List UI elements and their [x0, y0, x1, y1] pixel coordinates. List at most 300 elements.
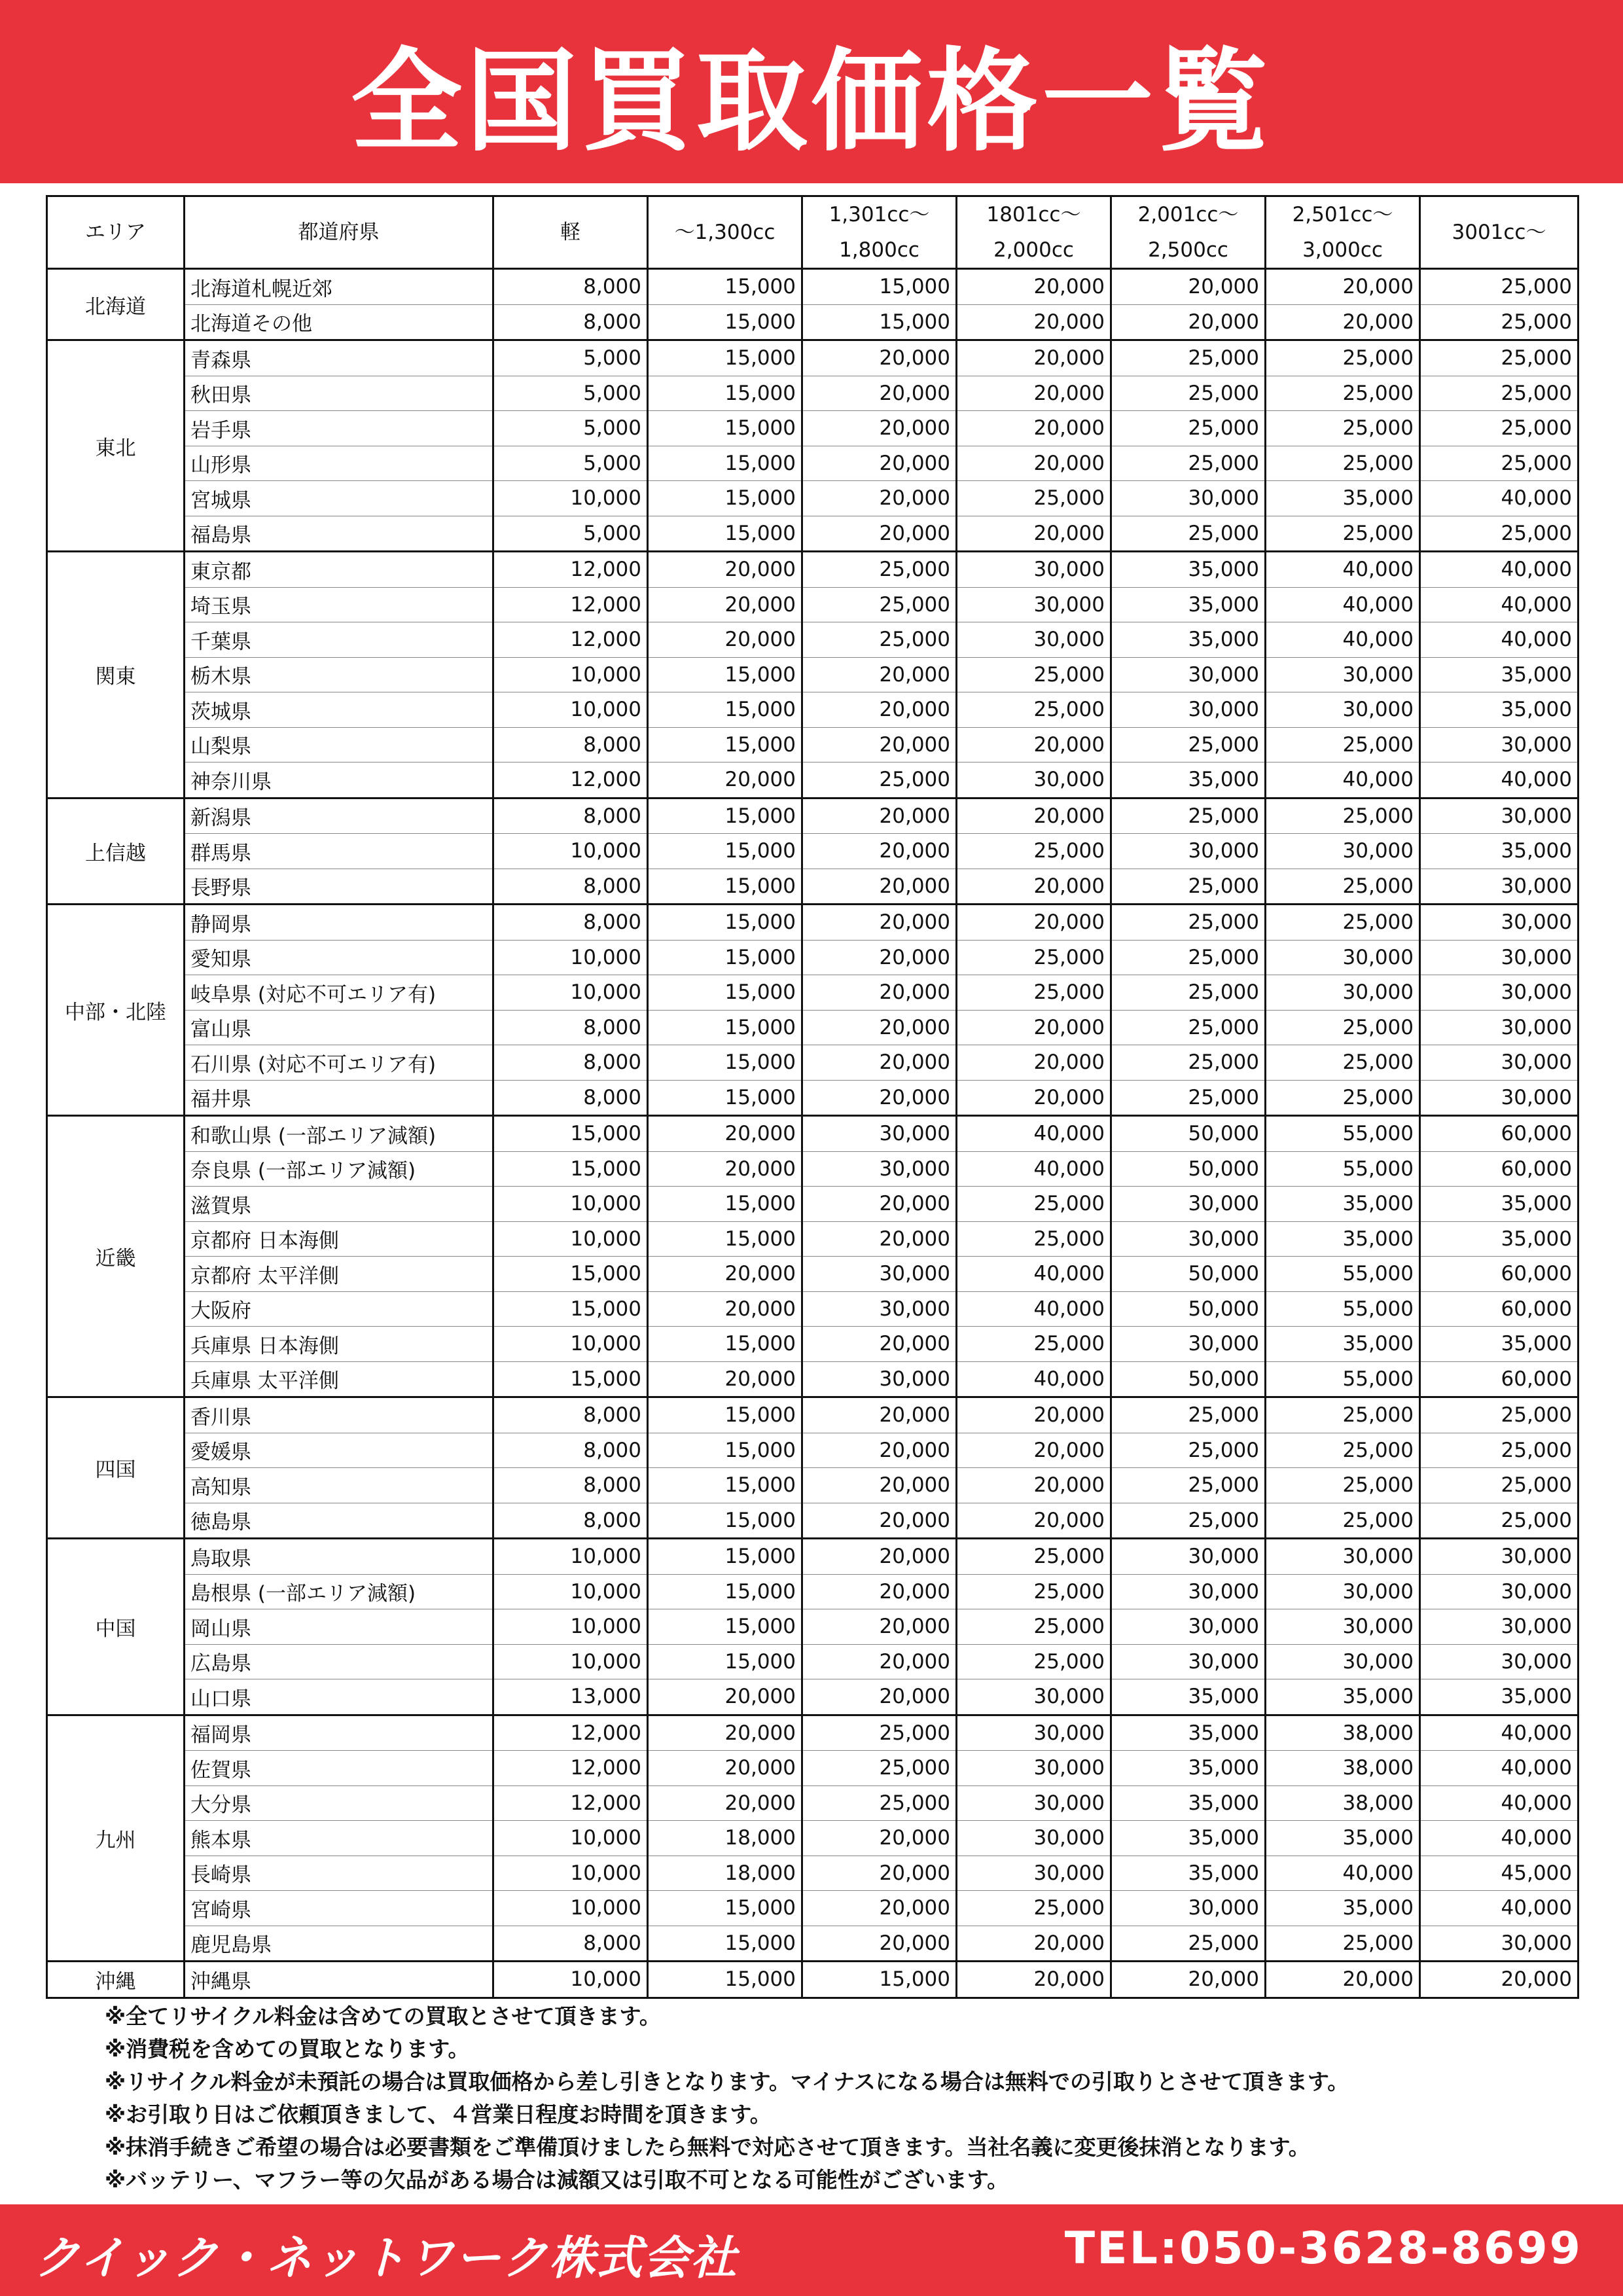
- prefecture-cell: 東京都: [185, 552, 493, 588]
- price-cell: 15,000: [648, 1644, 802, 1679]
- price-cell: 25,000: [1111, 727, 1266, 762]
- table-row: [47, 304, 1578, 340]
- prefecture-cell: 岡山県: [185, 1609, 493, 1645]
- note-line: ※バッテリー、マフラー等の欠品がある場合は減額又は引取不可となる可能性がございます。: [105, 2167, 1009, 2193]
- price-cell: 40,000: [1420, 481, 1578, 516]
- price-cell: 25,000: [1266, 1503, 1420, 1539]
- price-cell: 20,000: [648, 762, 802, 798]
- prefecture-cell: 秋田県: [185, 376, 493, 411]
- area-cell: 九州: [47, 1715, 185, 1962]
- price-cell: 15,000: [493, 1257, 648, 1292]
- price-cell: 20,000: [802, 1821, 957, 1856]
- price-cell: 25,000: [1266, 1010, 1420, 1045]
- price-cell: 15,000: [802, 304, 957, 340]
- price-cell: 25,000: [1111, 516, 1266, 552]
- price-cell: 35,000: [1420, 657, 1578, 692]
- price-cell: 25,000: [1420, 411, 1578, 446]
- price-cell: 25,000: [1266, 1045, 1420, 1081]
- price-cell: 30,000: [1266, 1539, 1420, 1575]
- price-cell: 30,000: [1420, 975, 1578, 1011]
- prefecture-cell: 長野県: [185, 869, 493, 905]
- prefecture-cell: 愛知県: [185, 940, 493, 975]
- prefecture-cell: 富山県: [185, 1010, 493, 1045]
- price-cell: 30,000: [957, 1785, 1111, 1821]
- price-cell: 8,000: [493, 304, 648, 340]
- price-cell: 20,000: [802, 1080, 957, 1116]
- column-header: 1,301cc～ 1,800cc: [802, 196, 957, 269]
- table-row: [47, 692, 1578, 728]
- price-cell: 20,000: [957, 411, 1111, 446]
- price-cell: 40,000: [1420, 762, 1578, 798]
- price-cell: 20,000: [802, 1539, 957, 1575]
- price-cell: 20,000: [957, 1045, 1111, 1081]
- price-cell: 35,000: [1266, 1891, 1420, 1926]
- price-cell: 30,000: [1111, 1644, 1266, 1679]
- price-cell: 20,000: [957, 304, 1111, 340]
- price-cell: 30,000: [957, 587, 1111, 622]
- price-cell: 15,000: [648, 975, 802, 1011]
- price-cell: 40,000: [1266, 587, 1420, 622]
- price-cell: 20,000: [802, 657, 957, 692]
- table-row: [47, 1397, 1578, 1433]
- table-row: [47, 1503, 1578, 1539]
- prefecture-cell: 香川県: [185, 1397, 493, 1433]
- price-cell: 15,000: [648, 1010, 802, 1045]
- column-header: 1801cc～ 2,000cc: [957, 196, 1111, 269]
- table-row: [47, 1151, 1578, 1187]
- table-row: [47, 1221, 1578, 1257]
- price-cell: 15,000: [648, 446, 802, 481]
- price-cell: 30,000: [957, 552, 1111, 588]
- price-cell: 30,000: [1266, 975, 1420, 1011]
- prefecture-cell: 滋賀県: [185, 1187, 493, 1222]
- table-row: [47, 798, 1578, 834]
- prefecture-cell: 新潟県: [185, 798, 493, 834]
- price-cell: 38,000: [1266, 1785, 1420, 1821]
- price-cell: 20,000: [1111, 304, 1266, 340]
- price-cell: 35,000: [1420, 1187, 1578, 1222]
- column-header: 軽: [493, 196, 648, 269]
- prefecture-cell: 京都府 太平洋側: [185, 1257, 493, 1292]
- price-cell: 20,000: [802, 516, 957, 552]
- price-cell: 20,000: [648, 1116, 802, 1152]
- price-cell: 30,000: [802, 1361, 957, 1397]
- prefecture-cell: 大阪府: [185, 1291, 493, 1327]
- price-cell: 30,000: [1111, 834, 1266, 869]
- area-cell: 東北: [47, 340, 185, 552]
- price-cell: 20,000: [957, 1010, 1111, 1045]
- prefecture-cell: 長崎県: [185, 1856, 493, 1891]
- price-cell: 30,000: [1420, 1539, 1578, 1575]
- prefecture-cell: 北海道その他: [185, 304, 493, 340]
- price-cell: 15,000: [648, 940, 802, 975]
- price-cell: 25,000: [1111, 1397, 1266, 1433]
- price-cell: 35,000: [1111, 1751, 1266, 1786]
- price-cell: 25,000: [1266, 516, 1420, 552]
- price-cell: 10,000: [493, 975, 648, 1011]
- price-cell: 20,000: [1266, 269, 1420, 305]
- price-cell: 20,000: [802, 692, 957, 728]
- area-cell: 北海道: [47, 269, 185, 340]
- table-row: [47, 587, 1578, 622]
- price-cell: 35,000: [1420, 1221, 1578, 1257]
- price-cell: 25,000: [957, 1327, 1111, 1362]
- price-cell: 30,000: [802, 1257, 957, 1292]
- price-cell: 20,000: [802, 869, 957, 905]
- table-row: [47, 552, 1578, 588]
- price-cell: 25,000: [1111, 869, 1266, 905]
- price-cell: 30,000: [1266, 1644, 1420, 1679]
- price-cell: 15,000: [648, 1503, 802, 1539]
- price-cell: 40,000: [1420, 1821, 1578, 1856]
- price-cell: 25,000: [1420, 446, 1578, 481]
- prefecture-cell: 宮崎県: [185, 1891, 493, 1926]
- price-cell: 10,000: [493, 481, 648, 516]
- price-cell: 30,000: [1420, 940, 1578, 975]
- table-row: [47, 869, 1578, 905]
- price-cell: 20,000: [802, 1609, 957, 1645]
- prefecture-cell: 青森県: [185, 340, 493, 376]
- price-cell: 60,000: [1420, 1361, 1578, 1397]
- price-cell: 55,000: [1266, 1361, 1420, 1397]
- price-cell: 25,000: [1111, 940, 1266, 975]
- page-title: 全国買取価格一覧: [350, 37, 1272, 167]
- price-cell: 20,000: [957, 1433, 1111, 1468]
- price-cell: 25,000: [802, 587, 957, 622]
- prefecture-cell: 神奈川県: [185, 762, 493, 798]
- prefecture-cell: 山梨県: [185, 727, 493, 762]
- price-cell: 20,000: [1266, 304, 1420, 340]
- price-cell: 15,000: [648, 516, 802, 552]
- price-cell: 25,000: [957, 975, 1111, 1011]
- price-cell: 10,000: [493, 940, 648, 975]
- table-row: [47, 340, 1578, 376]
- price-cell: 15,000: [648, 376, 802, 411]
- price-cell: 40,000: [1266, 622, 1420, 658]
- price-cell: 8,000: [493, 869, 648, 905]
- price-cell: 20,000: [802, 1574, 957, 1609]
- prefecture-cell: 兵庫県 太平洋側: [185, 1361, 493, 1397]
- price-cell: 30,000: [1266, 692, 1420, 728]
- price-cell: 20,000: [802, 834, 957, 869]
- price-cell: 20,000: [802, 376, 957, 411]
- price-cell: 20,000: [648, 1291, 802, 1327]
- price-cell: 20,000: [802, 1327, 957, 1362]
- price-cell: 20,000: [802, 340, 957, 376]
- prefecture-cell: 宮城県: [185, 481, 493, 516]
- column-header: 都道府県: [185, 196, 493, 269]
- table-row: [47, 1856, 1578, 1891]
- price-cell: 25,000: [957, 481, 1111, 516]
- price-cell: 25,000: [1111, 446, 1266, 481]
- price-cell: 40,000: [1266, 762, 1420, 798]
- price-cell: 25,000: [1266, 1397, 1420, 1433]
- price-cell: 30,000: [957, 1856, 1111, 1891]
- price-cell: 30,000: [1111, 1891, 1266, 1926]
- column-header: 2,001cc～ 2,500cc: [1111, 196, 1266, 269]
- price-cell: 25,000: [1111, 1045, 1266, 1081]
- price-cell: 12,000: [493, 552, 648, 588]
- price-cell: 10,000: [493, 1574, 648, 1609]
- price-cell: 40,000: [1266, 552, 1420, 588]
- price-cell: 35,000: [1420, 692, 1578, 728]
- area-cell: 上信越: [47, 798, 185, 905]
- price-cell: 30,000: [1111, 1539, 1266, 1575]
- price-cell: 25,000: [1266, 869, 1420, 905]
- price-cell: 15,000: [648, 1609, 802, 1645]
- price-cell: 20,000: [957, 1468, 1111, 1503]
- table-row: [47, 1045, 1578, 1081]
- price-cell: 30,000: [1111, 1609, 1266, 1645]
- price-cell: 20,000: [802, 1045, 957, 1081]
- price-cell: 25,000: [802, 1785, 957, 1821]
- price-cell: 25,000: [1266, 1433, 1420, 1468]
- price-cell: 60,000: [1420, 1116, 1578, 1152]
- price-cell: 15,000: [648, 304, 802, 340]
- price-cell: 45,000: [1420, 1856, 1578, 1891]
- price-cell: 30,000: [1111, 1574, 1266, 1609]
- table-header-row: [47, 196, 1578, 269]
- price-cell: 12,000: [493, 1751, 648, 1786]
- price-cell: 10,000: [493, 1539, 648, 1575]
- table-row: [47, 1679, 1578, 1715]
- price-cell: 25,000: [1111, 905, 1266, 941]
- price-cell: 25,000: [1420, 269, 1578, 305]
- table-row: [47, 1187, 1578, 1222]
- price-cell: 30,000: [1420, 869, 1578, 905]
- price-cell: 15,000: [648, 1433, 802, 1468]
- price-cell: 25,000: [1266, 446, 1420, 481]
- price-cell: 50,000: [1111, 1361, 1266, 1397]
- price-cell: 15,000: [648, 340, 802, 376]
- price-cell: 35,000: [1266, 1221, 1420, 1257]
- price-cell: 8,000: [493, 1045, 648, 1081]
- prefecture-cell: 徳島県: [185, 1503, 493, 1539]
- prefecture-cell: 高知県: [185, 1468, 493, 1503]
- prefecture-cell: 愛媛県: [185, 1433, 493, 1468]
- price-cell: 8,000: [493, 269, 648, 305]
- table-row: [47, 376, 1578, 411]
- prefecture-cell: 福井県: [185, 1080, 493, 1116]
- prefecture-cell: 鳥取県: [185, 1539, 493, 1575]
- price-cell: 30,000: [1266, 1574, 1420, 1609]
- prefecture-cell: 北海道札幌近郊: [185, 269, 493, 305]
- price-cell: 25,000: [957, 1221, 1111, 1257]
- price-cell: 15,000: [648, 1574, 802, 1609]
- price-cell: 55,000: [1266, 1257, 1420, 1292]
- note-line: ※お引取り日はご依頼頂きまして、４営業日程度お時間を頂きます。: [105, 2102, 772, 2127]
- price-cell: 15,000: [648, 1187, 802, 1222]
- price-cell: 30,000: [1420, 905, 1578, 941]
- price-cell: 8,000: [493, 1926, 648, 1962]
- price-cell: 30,000: [957, 1679, 1111, 1715]
- price-cell: 30,000: [1111, 1187, 1266, 1222]
- price-cell: 5,000: [493, 376, 648, 411]
- price-cell: 25,000: [802, 1715, 957, 1751]
- price-cell: 20,000: [802, 1221, 957, 1257]
- price-cell: 20,000: [648, 552, 802, 588]
- price-cell: 60,000: [1420, 1291, 1578, 1327]
- table-row: [47, 446, 1578, 481]
- price-cell: 40,000: [957, 1151, 1111, 1187]
- price-cell: 20,000: [802, 1856, 957, 1891]
- price-cell: 20,000: [802, 727, 957, 762]
- price-cell: 35,000: [1266, 481, 1420, 516]
- prefecture-cell: 群馬県: [185, 834, 493, 869]
- price-cell: 20,000: [957, 516, 1111, 552]
- table-row: [47, 940, 1578, 975]
- prefecture-cell: 石川県 (対応不可エリア有): [185, 1045, 493, 1081]
- price-cell: 20,000: [802, 1397, 957, 1433]
- table-row: [47, 727, 1578, 762]
- prefecture-cell: 奈良県 (一部エリア減額): [185, 1151, 493, 1187]
- price-cell: 10,000: [493, 692, 648, 728]
- price-cell: 8,000: [493, 1080, 648, 1116]
- table-row: [47, 657, 1578, 692]
- price-cell: 35,000: [1111, 1856, 1266, 1891]
- prefecture-cell: 茨城県: [185, 692, 493, 728]
- price-cell: 20,000: [957, 446, 1111, 481]
- price-cell: 20,000: [648, 1151, 802, 1187]
- price-cell: 15,000: [648, 1926, 802, 1962]
- price-cell: 20,000: [802, 1187, 957, 1222]
- table-row: [47, 1926, 1578, 1962]
- table-row: [47, 1361, 1578, 1397]
- note-line: ※抹消手続きご希望の場合は必要書類をご準備頂けましたら無料で対応させて頂きます。当社名義に変更後抹消となります。: [105, 2134, 1310, 2160]
- area-cell: 四国: [47, 1397, 185, 1539]
- prefecture-cell: 佐賀県: [185, 1751, 493, 1786]
- notes-section: [105, 2000, 1571, 2197]
- price-cell: 15,000: [648, 411, 802, 446]
- table-row: [47, 1080, 1578, 1116]
- price-cell: 40,000: [957, 1116, 1111, 1152]
- price-cell: 25,000: [802, 552, 957, 588]
- note-line: ※消費税を含めての買取となります。: [105, 2036, 470, 2062]
- price-cell: 20,000: [802, 411, 957, 446]
- price-cell: 30,000: [1420, 1010, 1578, 1045]
- price-cell: 20,000: [648, 1257, 802, 1292]
- price-cell: 8,000: [493, 1433, 648, 1468]
- footer-banner: [0, 2204, 1623, 2296]
- price-cell: 60,000: [1420, 1257, 1578, 1292]
- price-cell: 20,000: [957, 869, 1111, 905]
- prefecture-cell: 山口県: [185, 1679, 493, 1715]
- price-cell: 25,000: [1266, 798, 1420, 834]
- price-cell: 30,000: [1111, 481, 1266, 516]
- price-cell: 35,000: [1111, 762, 1266, 798]
- price-cell: 15,000: [648, 1397, 802, 1433]
- price-cell: 13,000: [493, 1679, 648, 1715]
- price-cell: 25,000: [1420, 340, 1578, 376]
- price-cell: 20,000: [648, 1751, 802, 1786]
- price-cell: 40,000: [1420, 1891, 1578, 1926]
- price-cell: 15,000: [802, 1962, 957, 1998]
- column-header: 3001cc～: [1420, 196, 1578, 269]
- price-cell: 15,000: [648, 727, 802, 762]
- price-cell: 25,000: [957, 1644, 1111, 1679]
- price-cell: 25,000: [1420, 1397, 1578, 1433]
- prefecture-cell: 島根県 (一部エリア減額): [185, 1574, 493, 1609]
- price-cell: 25,000: [1420, 1503, 1578, 1539]
- price-cell: 25,000: [1111, 975, 1266, 1011]
- price-cell: 15,000: [648, 905, 802, 941]
- price-cell: 40,000: [1420, 552, 1578, 588]
- table-row: [47, 1257, 1578, 1292]
- price-cell: 20,000: [802, 481, 957, 516]
- price-cell: 30,000: [957, 1715, 1111, 1751]
- prefecture-cell: 埼玉県: [185, 587, 493, 622]
- price-cell: 25,000: [1111, 411, 1266, 446]
- table-row: [47, 834, 1578, 869]
- price-cell: 12,000: [493, 762, 648, 798]
- table-row: [47, 1785, 1578, 1821]
- area-cell: 近畿: [47, 1116, 185, 1397]
- table-row: [47, 516, 1578, 552]
- price-cell: 60,000: [1420, 1151, 1578, 1187]
- price-cell: 20,000: [957, 1397, 1111, 1433]
- price-cell: 40,000: [1420, 1751, 1578, 1786]
- price-cell: 30,000: [802, 1291, 957, 1327]
- price-cell: 20,000: [957, 905, 1111, 941]
- price-cell: 20,000: [648, 1785, 802, 1821]
- price-cell: 15,000: [648, 1080, 802, 1116]
- price-cell: 8,000: [493, 798, 648, 834]
- price-cell: 20,000: [648, 587, 802, 622]
- table-row: [47, 1891, 1578, 1926]
- company-name: クイック・ネットワーク株式会社: [34, 2231, 738, 2285]
- price-cell: 25,000: [1266, 376, 1420, 411]
- price-cell: 5,000: [493, 340, 648, 376]
- prefecture-cell: 大分県: [185, 1785, 493, 1821]
- table-row: [47, 1433, 1578, 1468]
- price-cell: 8,000: [493, 905, 648, 941]
- price-cell: 12,000: [493, 587, 648, 622]
- price-cell: 25,000: [1420, 376, 1578, 411]
- price-cell: 35,000: [1111, 552, 1266, 588]
- table-row: [47, 1715, 1578, 1751]
- price-cell: 30,000: [1266, 940, 1420, 975]
- prefecture-cell: 福岡県: [185, 1715, 493, 1751]
- price-cell: 30,000: [957, 622, 1111, 658]
- prefecture-cell: 岩手県: [185, 411, 493, 446]
- price-cell: 35,000: [1266, 1679, 1420, 1715]
- price-cell: 30,000: [1266, 657, 1420, 692]
- price-cell: 15,000: [648, 869, 802, 905]
- table-body: [47, 269, 1578, 1998]
- price-cell: 50,000: [1111, 1116, 1266, 1152]
- price-cell: 20,000: [957, 376, 1111, 411]
- price-cell: 25,000: [957, 1609, 1111, 1645]
- price-cell: 12,000: [493, 1715, 648, 1751]
- column-header: ～1,300cc: [648, 196, 802, 269]
- price-cell: 40,000: [957, 1291, 1111, 1327]
- price-cell: 12,000: [493, 1785, 648, 1821]
- price-cell: 40,000: [1266, 1856, 1420, 1891]
- price-cell: 30,000: [1420, 1080, 1578, 1116]
- price-cell: 10,000: [493, 657, 648, 692]
- price-cell: 15,000: [493, 1116, 648, 1152]
- price-cell: 20,000: [957, 798, 1111, 834]
- price-cell: 25,000: [1111, 1926, 1266, 1962]
- price-cell: 25,000: [1420, 1433, 1578, 1468]
- price-cell: 35,000: [1111, 622, 1266, 658]
- table-row: [47, 1962, 1578, 1998]
- price-cell: 10,000: [493, 1221, 648, 1257]
- price-cell: 30,000: [957, 1821, 1111, 1856]
- price-cell: 25,000: [1420, 304, 1578, 340]
- prefecture-cell: 福島県: [185, 516, 493, 552]
- price-cell: 30,000: [1266, 834, 1420, 869]
